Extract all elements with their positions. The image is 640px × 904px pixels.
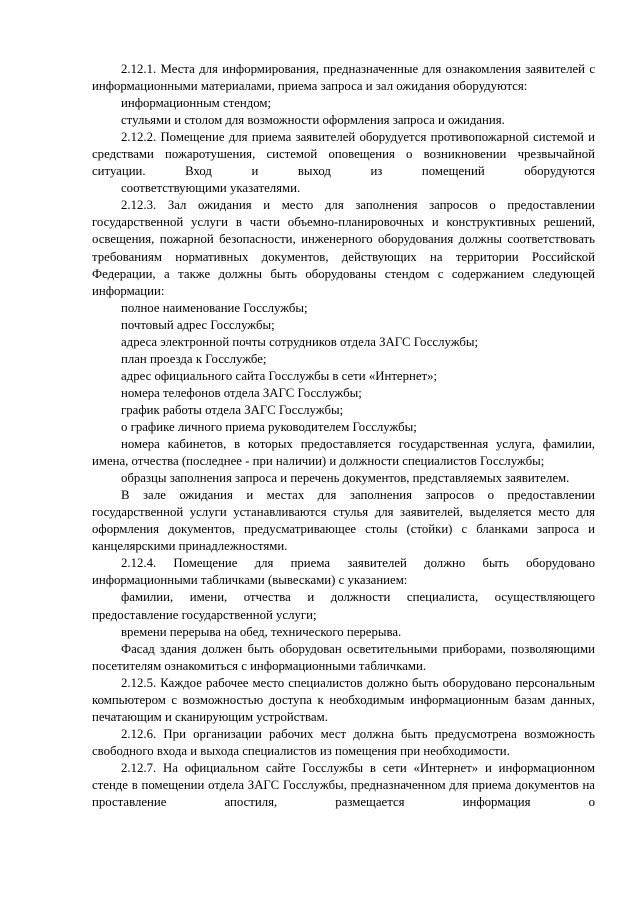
paragraph: соответствующими указателями. [121,181,301,196]
paragraph: образцы заполнения запроса и перечень документов, представляемых заявителем. [121,471,570,486]
paragraph: полное наименование Госслужбы; [121,300,308,315]
paragraph: стульями и столом для возможности оформления запроса и ожидания. [121,113,505,128]
paragraph: В зале ожидания и местах для заполнения запросов о предоставлении государственной услуги устанавливаются стулья для заявителей, выделяется место для оформления документов, предусматривающее столы (стойки) с бланками запроса и канцелярскими принадлежностями. [92,488,595,554]
document-page [92,61,595,811]
paragraph: адреса электронной почты сотрудников отдела ЗАГС Госслужбы; [121,334,479,349]
paragraph: адрес официального сайта Госслужбы в сети «Интернет»; [121,368,438,383]
paragraph: о графике личного приема руководителем Госслужбы; [121,419,417,434]
paragraph: 2.12.1. Места для информирования, предназначенные для ознакомления заявителей с информационными материалами, приема запроса и зал ожидания оборудуются: [92,62,595,94]
paragraph: номера кабинетов, в которых предоставляется государственная услуга, фамилии, имена, отчества (последнее - при наличии) и должности специалистов Госслужбы; [92,437,595,469]
paragraph: информационным стендом; [121,96,272,111]
paragraph: 2.12.5. Каждое рабочее место специалистов должно быть оборудовано персональным компьютером с возможностью доступа к необходимым информационным базам данных, печатающим и сканирующим устройствам. [92,675,595,724]
paragraph: фамилии, имени, отчества и должности специалиста, осуществляющего предоставление государственной услуги; [92,590,595,622]
paragraph: времени перерыва на обед, технического перерыва. [121,624,402,639]
paragraph: 2.12.6. При организации рабочих мест должна быть предусмотрена возможность свободного входа и выхода специалистов из помещения при необходимости. [92,726,595,758]
paragraph: Фасад здания должен быть оборудован осветительными приборами, позволяющими посетителям ознакомиться с информационными табличками. [92,641,595,673]
paragraph: 2.12.4. Помещение для приема заявителей должно быть оборудовано информационными табличками (вывесками) с указанием: [92,556,595,588]
paragraph: 2.12.7. На официальном сайте Госслужбы в сети «Интернет» и информационном стенде в помещении отдела ЗАГС Госслужбы, предназначенном для приема документов на проставление апостиля, размещается информация о [92,760,595,810]
paragraph: 2.12.3. Зал ожидания и место для заполнения запросов о предоставлении государственной услуги в части объемно-планировочных и конструктивных решений, освещения, пожарной безопасности, инженерного оборудования должны соответствовать требованиям нормативных документов, действующих на территории Российской Федерации, а также должны быть оборудованы стендом с содержанием следующей информации: [92,198,595,298]
paragraph: номера телефонов отдела ЗАГС Госслужбы; [121,385,362,400]
paragraph: почтовый адрес Госслужбы; [121,317,275,332]
paragraph: график работы отдела ЗАГС Госслужбы; [121,402,344,417]
paragraph: план проезда к Госслужбе; [121,351,267,366]
paragraph: 2.12.2. Помещение для приема заявителей оборудуется противопожарной системой и средствами пожаротушения, системой оповещения о возникновении чрезвычайной ситуации. Вход и выход из помещений оборудуются [92,130,595,179]
